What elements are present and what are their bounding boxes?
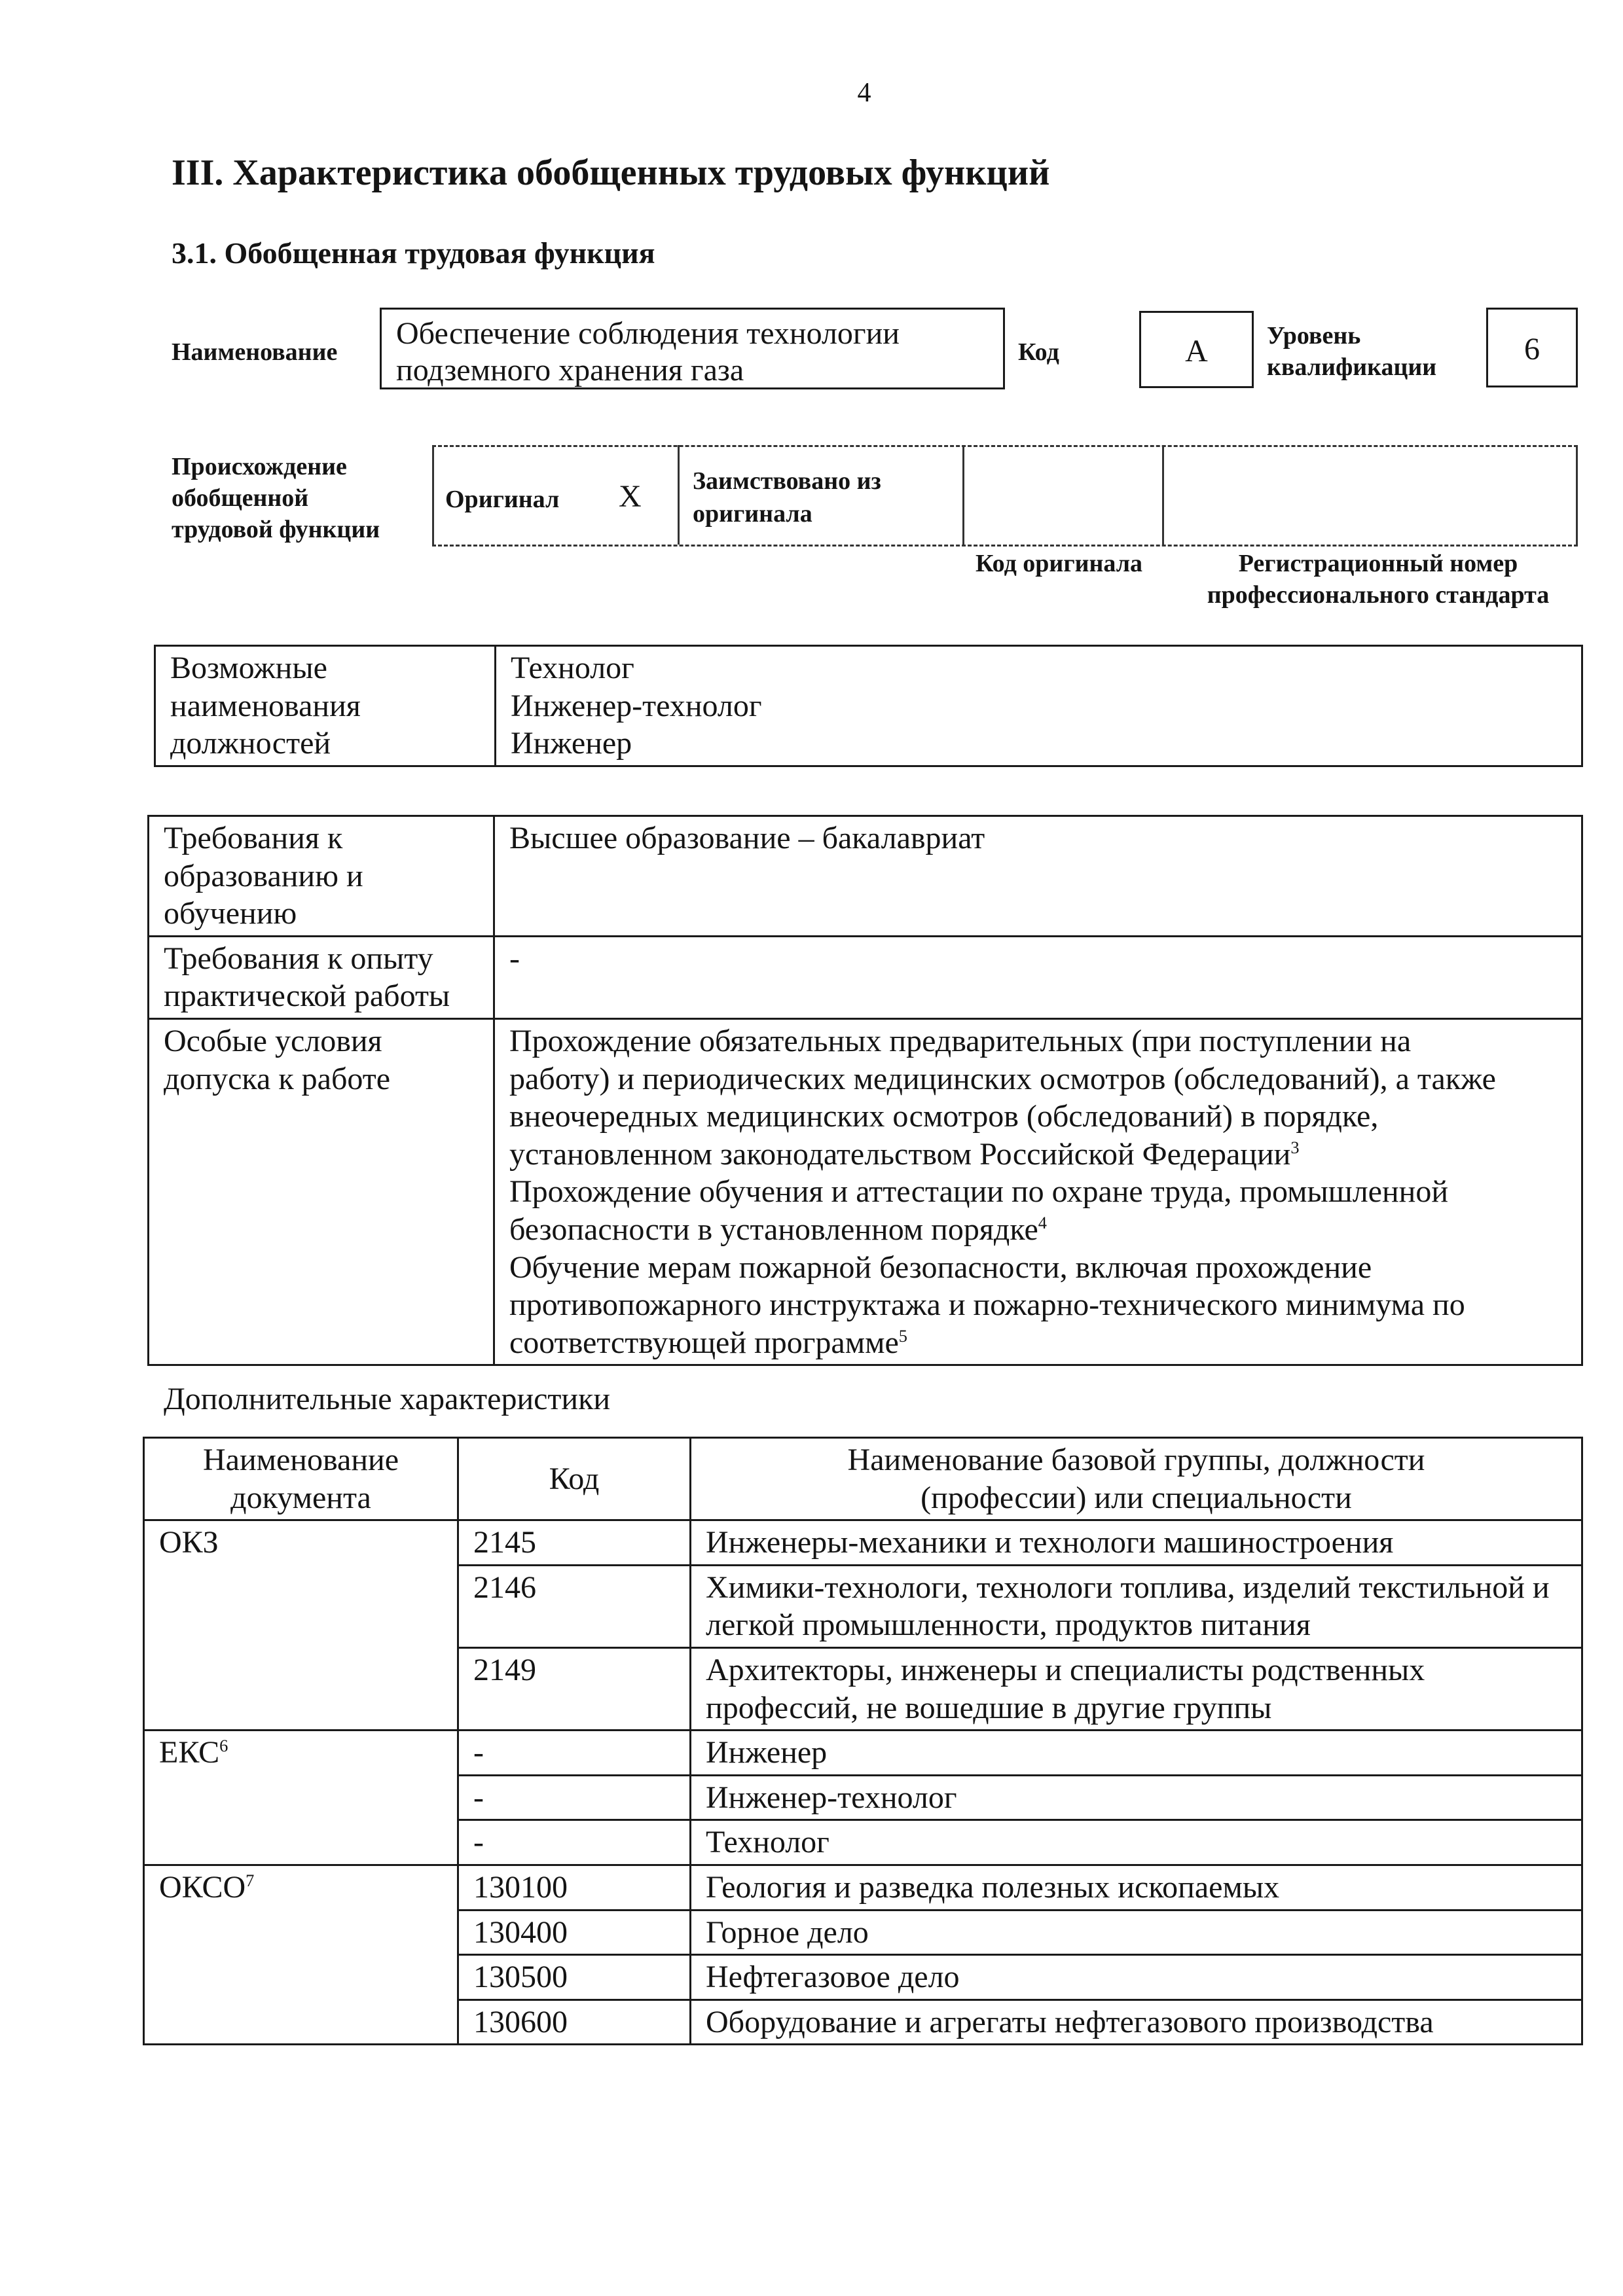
education-label-line: Требования к	[164, 821, 343, 855]
row-code: -	[458, 1775, 691, 1820]
reg-caption-line1: Регистрационный номер	[1238, 550, 1518, 577]
row-name: Геология и разведка полезных ископаемых	[691, 1865, 1582, 1910]
level-value: 6	[1524, 332, 1540, 367]
header-doc-line1: Наименование	[202, 1443, 399, 1477]
special-line: работу) и периодических медицинских осмотров (обследований), а также	[509, 1061, 1496, 1096]
origin-borrowed-line2: оригинала	[693, 500, 812, 528]
education-label	[149, 816, 494, 937]
positions-label-line3: должностей	[170, 726, 331, 761]
special-line: Обучение мерам пожарной безопасности, включая прохождение	[509, 1249, 1372, 1285]
origin-label-line1: Происхождение	[172, 453, 347, 480]
experience-value: -	[494, 936, 1582, 1018]
row-name: Архитекторы, инженеры и специалисты родственных профессий, не вошедшие в другие группы	[691, 1647, 1582, 1730]
header-name-line2: (профессии) или специальности	[921, 1480, 1352, 1515]
row-name: Горное дело	[691, 1910, 1582, 1955]
positions-table	[154, 645, 1583, 767]
additional-title: Дополнительные характеристики	[164, 1382, 611, 1416]
row-name: Инженеры-механики и технологи машиностроения	[691, 1520, 1582, 1566]
function-name-label: Наименование	[172, 338, 338, 366]
row-name: Инженер-технолог	[691, 1775, 1582, 1820]
footnote-ref: 5	[898, 1325, 907, 1346]
row-code: 130100	[458, 1865, 691, 1910]
row-code: 2145	[458, 1520, 691, 1566]
reg-caption-line2: профессионального стандарта	[1207, 581, 1550, 609]
eks-label-text: ЕКС	[159, 1735, 220, 1770]
row-code: 130600	[458, 2000, 691, 2045]
row-name: Оборудование и агрегаты нефтегазового производства	[691, 2000, 1582, 2045]
function-code-label: Код	[1018, 338, 1059, 366]
level-label-line1: Уровень	[1267, 322, 1361, 350]
special-conditions	[494, 1018, 1582, 1365]
header-name	[691, 1438, 1582, 1520]
row-code: 2149	[458, 1647, 691, 1730]
origin-top-line	[432, 445, 1578, 447]
header-code: Код	[458, 1438, 691, 1520]
special-line-text: соответствующей программе	[509, 1325, 899, 1360]
origin-original-label: Оригинал	[445, 486, 560, 513]
special-label-line: допуска к работе	[164, 1061, 391, 1096]
positions-label-line2: наименования	[170, 688, 361, 723]
special-line	[509, 1211, 1567, 1249]
position-item: Инженер	[511, 726, 632, 761]
experience-label-line: Требования к опыту	[164, 941, 433, 976]
eks-label	[144, 1731, 458, 1865]
experience-label-line: практической работы	[164, 978, 450, 1014]
header-name-line1: Наименование базовой группы, должности	[847, 1443, 1425, 1477]
education-label-line: обучению	[164, 896, 297, 931]
row-code: 130400	[458, 1910, 691, 1955]
positions-values	[496, 646, 1582, 766]
additional-table	[143, 1437, 1583, 2045]
special-line-text: установленном законодательством Российской Федерации	[509, 1136, 1291, 1172]
function-name-line1: Обеспечение соблюдения технологии	[396, 316, 900, 351]
row-name: Инженер	[691, 1731, 1582, 1776]
okso-label	[144, 1865, 458, 2044]
row-name: Химики-технологи, технологи топлива, изделий текстильной и легкой промышленности, продуктов питания	[691, 1565, 1582, 1647]
level-label-line2: квалификации	[1267, 353, 1437, 381]
special-line: Прохождение обучения и аттестации по охране труда, промышленной	[509, 1174, 1449, 1210]
okso-label-text: ОКСО	[159, 1869, 246, 1905]
row-name: Нефтегазовое дело	[691, 1955, 1582, 2000]
origin-divider-3	[1162, 445, 1164, 545]
origin-bottom-line	[432, 545, 1578, 547]
special-line	[509, 1136, 1567, 1174]
row-code: -	[458, 1820, 691, 1865]
level-box	[1486, 308, 1578, 387]
page-number: 4	[857, 78, 871, 108]
special-line-text: безопасности в установленном порядке	[509, 1211, 1038, 1247]
special-label-line: Особые условия	[164, 1023, 382, 1058]
footnote-ref: 6	[219, 1736, 228, 1756]
special-line: Прохождение обязательных предварительных (при поступлении на	[509, 1023, 1412, 1058]
special-line: внеочередных медицинских осмотров (обследований) в порядке,	[509, 1099, 1379, 1134]
row-code: 2146	[458, 1565, 691, 1647]
positions-label	[155, 646, 496, 766]
code-original-caption: Код оригинала	[976, 550, 1143, 577]
header-doc	[144, 1438, 458, 1520]
education-value: Высшее образование – бакалавриат	[494, 816, 1582, 937]
subsection-title: 3.1. Обобщенная трудовая функция	[172, 236, 655, 270]
okz-label: ОКЗ	[144, 1520, 458, 1731]
footnote-ref: 3	[1290, 1137, 1300, 1157]
origin-label-line3: трудовой функции	[172, 516, 380, 543]
footnote-ref: 7	[246, 1870, 255, 1890]
positions-label-line1: Возможные	[170, 651, 327, 685]
origin-original-mark: X	[619, 479, 642, 514]
header-doc-line2: документа	[230, 1480, 371, 1515]
origin-divider-4	[1576, 445, 1578, 545]
position-item: Технолог	[511, 651, 634, 685]
education-label-line: образованию и	[164, 858, 363, 893]
origin-label-line2: обобщенной	[172, 484, 309, 512]
origin-divider-2	[962, 445, 964, 545]
origin-divider-1	[678, 445, 680, 545]
row-code: 130500	[458, 1955, 691, 2000]
origin-borrowed-line1: Заимствовано из	[693, 467, 881, 495]
function-code-box	[1139, 311, 1254, 388]
origin-divider-0	[432, 445, 434, 545]
footnote-ref: 4	[1038, 1212, 1047, 1232]
section-title: III. Характеристика обобщенных трудовых функций	[172, 152, 1050, 193]
function-code-value: А	[1185, 334, 1208, 368]
function-name-line2: подземного хранения газа	[396, 353, 744, 387]
requirements-table	[147, 815, 1583, 1366]
experience-label	[149, 936, 494, 1018]
special-line: противопожарного инструктажа и пожарно-технического минимума по	[509, 1287, 1465, 1323]
special-label	[149, 1018, 494, 1365]
function-name-box	[380, 308, 1005, 389]
row-code: -	[458, 1731, 691, 1776]
position-item: Инженер-технолог	[511, 688, 762, 723]
row-name: Технолог	[691, 1820, 1582, 1865]
special-line	[509, 1324, 1567, 1362]
